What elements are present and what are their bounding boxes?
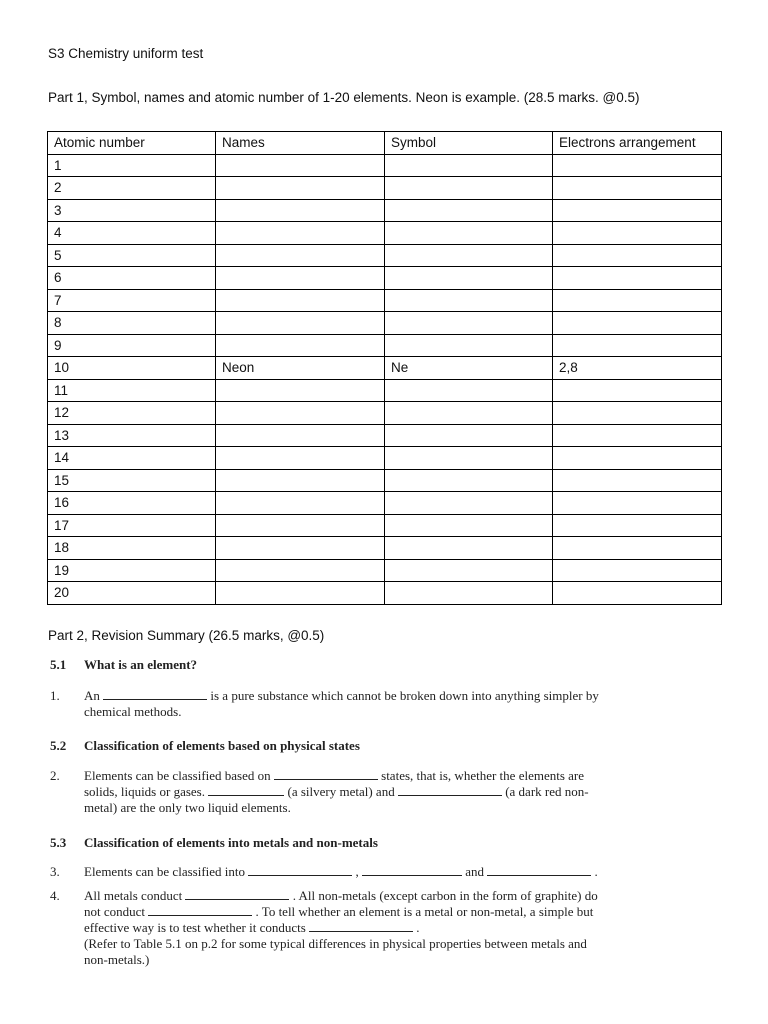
section-number: 5.3: [50, 835, 67, 850]
cell-atomic-number: 1: [48, 154, 216, 177]
cell-atomic-number: 18: [48, 537, 216, 560]
section-title: Classification of elements based on physical states: [84, 738, 360, 753]
header-electrons-arrangement: Electrons arrangement: [553, 132, 722, 155]
cell-name[interactable]: [216, 424, 385, 447]
cell-symbol[interactable]: [385, 177, 553, 200]
question-text: metal) are the only two liquid elements.: [84, 800, 291, 815]
cell-name[interactable]: [216, 582, 385, 605]
question-text: and: [465, 864, 485, 879]
header-names: Names: [216, 132, 385, 155]
table-row: [48, 514, 722, 537]
cell-atomic-number: 16: [48, 492, 216, 515]
cell-electrons[interactable]: [553, 447, 722, 470]
question-text: (Refer to Table 5.1 on p.2 for some typical differences in physical properties between metals and: [84, 936, 587, 951]
cell-atomic-number: 15: [48, 469, 216, 492]
cell-electrons[interactable]: [553, 424, 722, 447]
cell-name[interactable]: [216, 559, 385, 582]
table-row: [48, 289, 722, 312]
cell-name[interactable]: [216, 177, 385, 200]
answer-blank[interactable]: [248, 864, 352, 876]
cell-symbol[interactable]: [385, 312, 553, 335]
cell-atomic-number: 4: [48, 222, 216, 245]
table-row: [48, 469, 722, 492]
cell-atomic-number: 11: [48, 379, 216, 402]
question-text: (a silvery metal) and: [287, 784, 395, 799]
question-text: Elements can be classified based on: [84, 768, 271, 783]
question-number: 1.: [50, 688, 60, 703]
cell-symbol[interactable]: [385, 492, 553, 515]
cell-electrons[interactable]: [553, 244, 722, 267]
cell-symbol[interactable]: [385, 514, 553, 537]
table-row: [48, 267, 722, 290]
answer-blank[interactable]: [103, 688, 207, 700]
cell-name[interactable]: [216, 469, 385, 492]
cell-name[interactable]: [216, 379, 385, 402]
cell-electrons[interactable]: [553, 312, 722, 335]
cell-atomic-number: 8: [48, 312, 216, 335]
cell-symbol[interactable]: [385, 402, 553, 425]
question-text: All metals conduct: [84, 888, 183, 903]
table-row: [48, 537, 722, 560]
question-1: [50, 688, 690, 720]
cell-electrons[interactable]: [553, 177, 722, 200]
table-row: [48, 154, 722, 177]
cell-symbol[interactable]: [385, 447, 553, 470]
cell-atomic-number: 10: [48, 357, 216, 380]
question-number: 2.: [50, 768, 60, 783]
question-text: . All non-metals (except carbon in the form of graphite) do: [292, 888, 598, 903]
cell-atomic-number: 12: [48, 402, 216, 425]
cell-symbol[interactable]: Ne: [385, 357, 553, 380]
table-row: [48, 379, 722, 402]
question-number: 4.: [50, 888, 60, 903]
section-title: Classification of elements into metals and non-metals: [84, 835, 378, 850]
cell-symbol[interactable]: [385, 424, 553, 447]
question-4: [50, 888, 690, 968]
part1-heading: Part 1, Symbol, names and atomic number of 1-20 elements. Neon is example. (28.5 marks. @0.5): [48, 90, 640, 105]
table-row: [48, 244, 722, 267]
section-5-2: [50, 738, 360, 754]
cell-electrons[interactable]: 2,8: [553, 357, 722, 380]
cell-name[interactable]: [216, 289, 385, 312]
cell-atomic-number: 7: [48, 289, 216, 312]
cell-name[interactable]: Neon: [216, 357, 385, 380]
question-text: solids, liquids or gases.: [84, 784, 205, 799]
cell-symbol[interactable]: [385, 267, 553, 290]
cell-electrons[interactable]: [553, 514, 722, 537]
question-text: non-metals.): [84, 952, 150, 967]
table-row: [48, 559, 722, 582]
question-text: ,: [355, 864, 359, 879]
cell-name[interactable]: [216, 514, 385, 537]
cell-name[interactable]: [216, 334, 385, 357]
answer-blank[interactable]: [185, 888, 289, 900]
cell-electrons[interactable]: [553, 199, 722, 222]
cell-electrons[interactable]: [553, 402, 722, 425]
cell-atomic-number: 13: [48, 424, 216, 447]
question-number: 3.: [50, 864, 60, 879]
section-number: 5.1: [50, 657, 67, 672]
table-row: [48, 222, 722, 245]
cell-atomic-number: 19: [48, 559, 216, 582]
question-text: not conduct: [84, 904, 146, 919]
answer-blank[interactable]: [309, 920, 413, 932]
cell-symbol[interactable]: [385, 154, 553, 177]
question-3: [50, 864, 690, 880]
section-5-1: [50, 657, 197, 673]
cell-symbol[interactable]: [385, 537, 553, 560]
cell-atomic-number: 9: [48, 334, 216, 357]
cell-symbol[interactable]: [385, 469, 553, 492]
cell-atomic-number: 5: [48, 244, 216, 267]
cell-symbol[interactable]: [385, 289, 553, 312]
elements-table: [47, 131, 722, 605]
question-text: states, that is, whether the elements are: [381, 768, 585, 783]
answer-blank[interactable]: [398, 784, 502, 796]
cell-name[interactable]: [216, 199, 385, 222]
question-text: effective way is to test whether it conducts: [84, 920, 306, 935]
cell-name[interactable]: [216, 267, 385, 290]
table-row: [48, 582, 722, 605]
cell-atomic-number: 17: [48, 514, 216, 537]
part2-heading: Part 2, Revision Summary (26.5 marks, @0.5): [48, 628, 325, 643]
cell-name[interactable]: [216, 154, 385, 177]
table-row: [48, 177, 722, 200]
question-2: [50, 768, 690, 816]
cell-name[interactable]: [216, 492, 385, 515]
cell-atomic-number: 2: [48, 177, 216, 200]
table-row: [48, 424, 722, 447]
table-row: [48, 447, 722, 470]
cell-name[interactable]: [216, 447, 385, 470]
cell-electrons[interactable]: [553, 222, 722, 245]
cell-atomic-number: 3: [48, 199, 216, 222]
cell-electrons[interactable]: [553, 379, 722, 402]
cell-electrons[interactable]: [553, 469, 722, 492]
cell-atomic-number: 14: [48, 447, 216, 470]
cell-electrons[interactable]: [553, 267, 722, 290]
cell-name[interactable]: [216, 537, 385, 560]
table-row: [48, 199, 722, 222]
cell-symbol[interactable]: [385, 199, 553, 222]
document-title: S3 Chemistry uniform test: [48, 46, 204, 61]
section-5-3: [50, 835, 378, 851]
header-symbol: Symbol: [385, 132, 553, 155]
cell-electrons[interactable]: [553, 559, 722, 582]
cell-symbol[interactable]: [385, 222, 553, 245]
cell-symbol[interactable]: [385, 379, 553, 402]
cell-symbol[interactable]: [385, 334, 553, 357]
table-row: [48, 492, 722, 515]
cell-name[interactable]: [216, 402, 385, 425]
cell-electrons[interactable]: [553, 334, 722, 357]
question-text: .: [594, 864, 598, 879]
answer-blank[interactable]: [148, 904, 252, 916]
cell-symbol[interactable]: [385, 582, 553, 605]
cell-electrons[interactable]: [553, 537, 722, 560]
question-text: . To tell whether an element is a metal or non-metal, a simple but: [255, 904, 594, 919]
cell-atomic-number: 20: [48, 582, 216, 605]
answer-blank[interactable]: [208, 784, 284, 796]
answer-blank[interactable]: [274, 768, 378, 780]
section-title: What is an element?: [84, 657, 198, 672]
question-text: is a pure substance which cannot be broken down into anything simpler by: [210, 688, 599, 703]
cell-name[interactable]: [216, 312, 385, 335]
question-text: .: [416, 920, 420, 935]
cell-electrons[interactable]: [553, 289, 722, 312]
cell-atomic-number: 6: [48, 267, 216, 290]
cell-name[interactable]: [216, 222, 385, 245]
table-header-row: [48, 132, 722, 155]
cell-electrons[interactable]: [553, 154, 722, 177]
table-row: [48, 312, 722, 335]
question-text: chemical methods.: [84, 704, 182, 719]
answer-blank[interactable]: [487, 864, 591, 876]
question-text: An: [84, 688, 100, 703]
header-atomic-number: Atomic number: [48, 132, 216, 155]
cell-name[interactable]: [216, 244, 385, 267]
table-row: [48, 402, 722, 425]
table-row: [48, 334, 722, 357]
answer-blank[interactable]: [362, 864, 462, 876]
cell-symbol[interactable]: [385, 559, 553, 582]
question-text: Elements can be classified into: [84, 864, 246, 879]
section-number: 5.2: [50, 738, 67, 753]
cell-electrons[interactable]: [553, 582, 722, 605]
table-row: [48, 357, 722, 380]
question-text: (a dark red non-: [505, 784, 589, 799]
cell-electrons[interactable]: [553, 492, 722, 515]
cell-symbol[interactable]: [385, 244, 553, 267]
